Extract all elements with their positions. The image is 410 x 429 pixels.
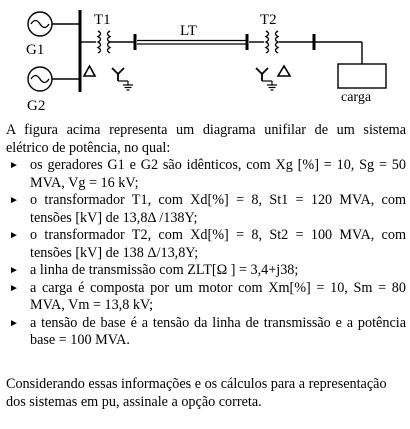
bullet-icon: ► <box>9 195 19 206</box>
label-t1: T1 <box>94 12 111 28</box>
bullet-icon: ► <box>9 282 19 294</box>
label-t2: T2 <box>260 12 277 28</box>
list-item: ► o transformador T1, com Xd[%] = 8, St1 = 120 MVA, com tensões [kV] de 13,8Δ /138Y; <box>9 192 406 226</box>
list-item: ► o transformador T2, com Xd[%] = 8, St2 = 100 MVA, com tensões [kV] de 138 Δ/13,8Y; <box>9 227 406 261</box>
list-item: ► os geradores G1 e G2 são idênticos, com Xg [%] = 10, Sg = 50 MVA, Vg = 16 kV; <box>9 157 406 191</box>
delta-winding-icon <box>84 66 95 76</box>
question-closing: Considerando essas informações e os cálculos para a representação dos sistemas em pu, assinale a opção correta. <box>6 376 387 410</box>
bullet-icon: ► <box>9 160 19 171</box>
load-box <box>338 64 386 88</box>
transmission-line-lt <box>110 23 247 50</box>
label-g2: G2 <box>27 98 46 114</box>
wye-grounded-icon <box>112 68 133 90</box>
specification-list <box>6 157 406 350</box>
bullet-icon: ► <box>9 265 19 276</box>
list-item: ► a tensão de base é a tensão da linha de transmissão e a potência base = 100 MVA. <box>9 314 406 348</box>
list-item: ► a carga é composta por um motor com Xm[%] = 10, Sm = 80 MVA, Vm = 13,8 kV; <box>9 279 406 313</box>
label-g1: G1 <box>26 42 45 58</box>
bullet-icon: ► <box>9 317 19 329</box>
single-line-diagram <box>0 0 410 120</box>
bullet-icon: ► <box>9 230 19 241</box>
delta-winding-icon <box>278 66 290 76</box>
transformer-t2 <box>249 12 313 90</box>
generator-g2 <box>27 67 79 114</box>
question-intro: A figura acima representa um diagrama unifilar de um sistema elétrico de potência, no qual: <box>6 122 406 156</box>
question-body <box>6 122 406 350</box>
transformer-t1 <box>84 12 133 90</box>
generator-g1 <box>26 12 79 58</box>
list-item: ► a linha de transmissão com ZLT[Ω ] = 3,4+j38; <box>9 262 299 278</box>
wye-grounded-icon <box>256 68 277 90</box>
label-carga: carga <box>341 90 372 105</box>
label-lt: LT <box>180 23 197 39</box>
